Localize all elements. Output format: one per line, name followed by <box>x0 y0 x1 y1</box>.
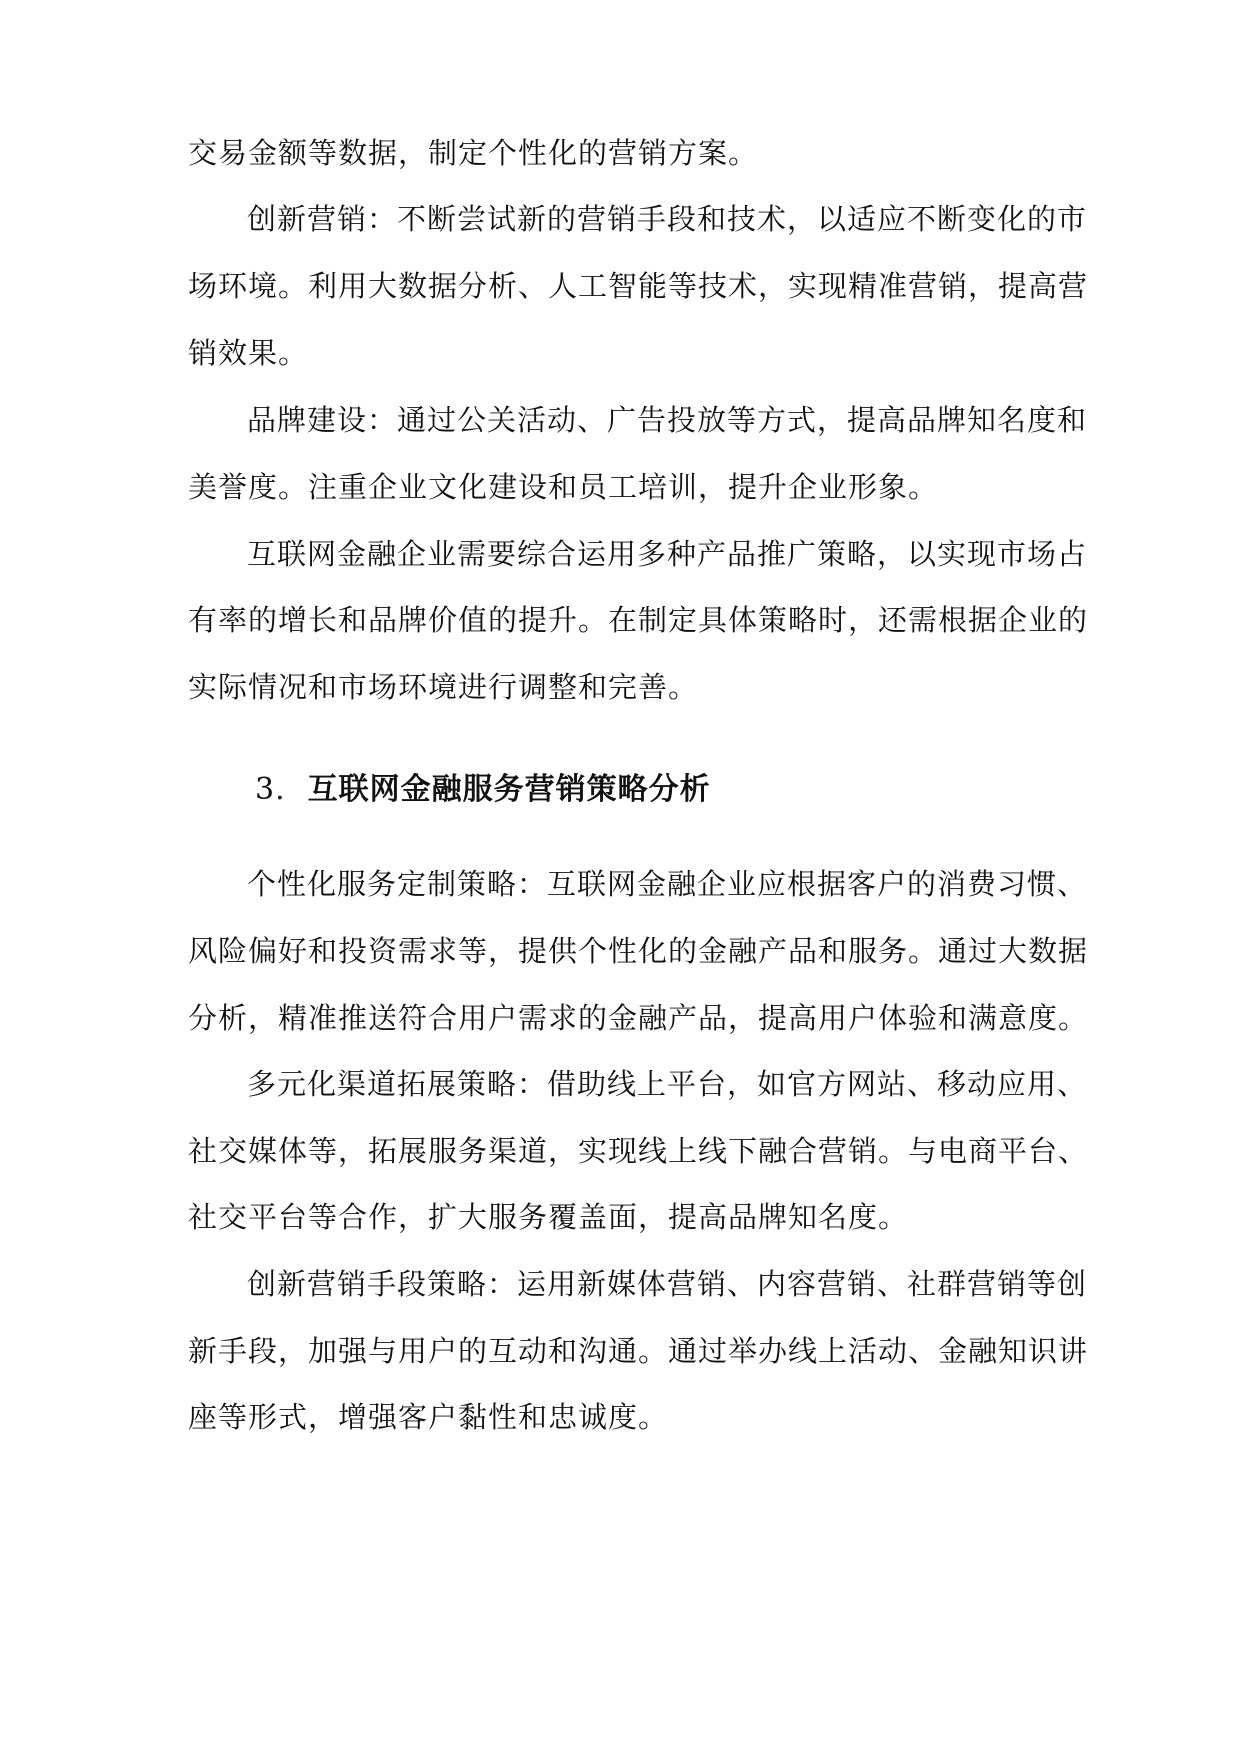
paragraph-line: 交易金额等数据，制定个性化的营销方案。 <box>188 136 759 170</box>
section-title: 互联网金融服务营销策略分析 <box>307 772 711 807</box>
paragraph-line: 社交媒体等，拓展服务渠道，实现线上线下融合营销。与电商平台、 <box>188 1134 1089 1168</box>
paragraph-line: 有率的增长和品牌价值的提升。在制定具体策略时，还需根据企业的 <box>188 603 1089 637</box>
paragraph-line: 品牌建设：通过公关活动、广告投放等方式，提高品牌知名度和 <box>247 403 1088 437</box>
paragraph-line: 多元化渠道拓展策略：借助线上平台，如官方网站、移动应用、 <box>247 1067 1088 1101</box>
paragraph-line: 社交平台等合作，扩大服务覆盖面，提高品牌知名度。 <box>188 1200 909 1234</box>
section-heading <box>255 770 711 810</box>
paragraph-line: 分析，精准推送符合用户需求的金融产品，提高用户体验和满意度。 <box>188 1001 1089 1035</box>
section-number: 3. <box>255 772 286 807</box>
paragraph-line: 实际情况和市场环境进行调整和完善。 <box>188 670 699 704</box>
paragraph-line: 创新营销手段策略：运用新媒体营销、内容营销、社群营销等创 <box>247 1267 1088 1301</box>
paragraph-line: 创新营销：不断尝试新的营销手段和技术，以适应不断变化的市 <box>247 202 1088 236</box>
paragraph-line: 风险偏好和投资需求等，提供个性化的金融产品和服务。通过大数据 <box>188 934 1089 968</box>
paragraph-line: 座等形式，增强客户黏性和忠诚度。 <box>188 1400 669 1434</box>
paragraph-line: 互联网金融企业需要综合运用多种产品推广策略，以实现市场占 <box>247 537 1088 571</box>
paragraph-line: 场环境。利用大数据分析、人工智能等技术，实现精准营销，提高营 <box>188 269 1089 303</box>
paragraph-line: 个性化服务定制策略：互联网金融企业应根据客户的消费习惯、 <box>247 867 1088 901</box>
paragraph-line: 美誉度。注重企业文化建设和员工培训，提升企业形象。 <box>188 470 939 504</box>
paragraph-line: 销效果。 <box>188 336 309 370</box>
paragraph-line: 新手段，加强与用户的互动和沟通。通过举办线上活动、金融知识讲 <box>188 1334 1089 1368</box>
